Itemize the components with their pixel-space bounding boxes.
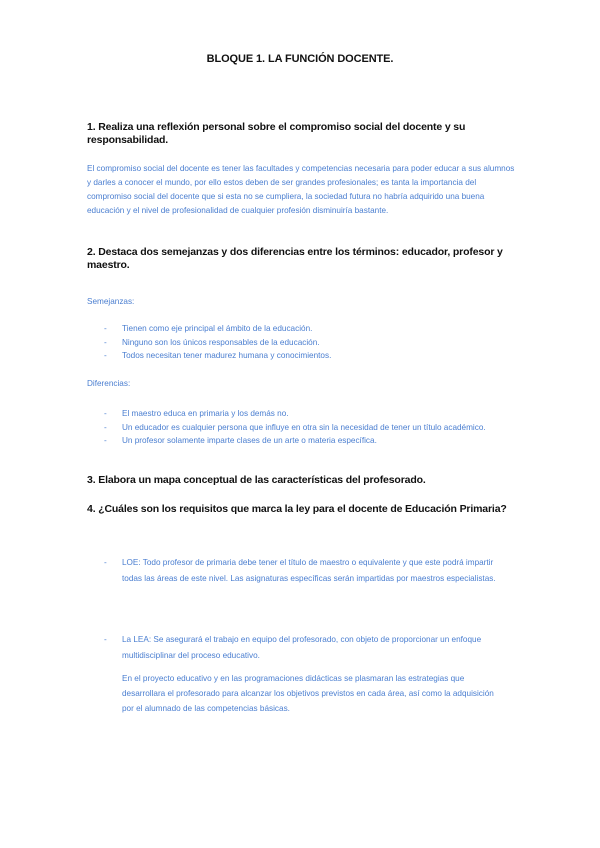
- list-item-text: LOE: Todo profesor de primaria debe tener el título de maestro o equivalente y que este podrá impartir todas las áreas de este nivel. Las asignaturas específicas serán impartidas por maestros especialistas.: [122, 558, 496, 583]
- bullet-dash: -: [104, 324, 107, 333]
- bullet-dash: -: [104, 436, 107, 446]
- bullet-dash: -: [104, 351, 107, 361]
- question-1: 1. Realiza una reflexión personal sobre el compromiso social del docente y su responsabilidad.: [87, 121, 466, 146]
- question-2: 2. Destaca dos semejanzas y dos diferencias entre los términos: educador, profesor y maestro.: [87, 246, 503, 271]
- bullet-dash: -: [104, 422, 107, 432]
- bullet-dash: -: [104, 635, 107, 644]
- list-item: [87, 349, 507, 363]
- list-item: [87, 632, 507, 663]
- list-item: [87, 322, 507, 336]
- question-4: 4. ¿Cuáles son los requisitos que marca la ley para el docente de Educación Primaria?: [87, 503, 507, 515]
- list-item: [87, 336, 507, 350]
- lea-paragraph: En el proyecto educativo y en las programaciones didácticas se plasmaran las estrategias que desarrollara el profesorado para alcanzar los objetivos previstos en cada área, así como la adquisición por el alumnado de las competencias básicas.: [122, 674, 494, 713]
- list-item-text: La LEA: Se asegurará el trabajo en equipo del profesorado, con objeto de proporcionar un enfoque multidisciplinar del proceso educativo.: [122, 635, 482, 660]
- answer-1: El compromiso social del docente es tener las facultades y competencias necesaria para poder educar a sus alumnos y darles a conocer el mundo, por ello estos deben de ser grandes profesionales; es tanta la importancia del compromiso social del docente que si esta no se cumpliera, la sociedad futura no habría adquirido una buena educación y el nivel de profesionalidad de cualquier profesión disminuiría bastante.: [87, 164, 515, 215]
- bullet-dash: -: [104, 558, 107, 567]
- question-3: 3. Elabora un mapa conceptual de las características del profesorado.: [87, 474, 426, 486]
- bullet-dash: -: [104, 409, 107, 418]
- semejanzas-list: [87, 322, 507, 363]
- requisitos-lea-list: [87, 632, 507, 663]
- list-item-text: Un educador es cualquier persona que influye en otra sin la necesidad de tener un título académico.: [122, 422, 486, 432]
- semejanzas-label: Semejanzas:: [87, 297, 135, 306]
- list-item: [87, 555, 507, 586]
- list-item-text: Ninguno son los únicos responsables de la educación.: [122, 337, 320, 347]
- list-item-text: El maestro educa en primaria y los demás no.: [122, 409, 289, 418]
- diferencias-list: [87, 407, 507, 448]
- document-title: BLOQUE 1. LA FUNCIÓN DOCENTE.: [206, 53, 394, 65]
- requisitos-loe-list: [87, 555, 507, 586]
- diferencias-label: Diferencias:: [87, 379, 131, 388]
- list-item: [87, 421, 507, 435]
- list-item-text: Todos necesitan tener madurez humana y conocimientos.: [122, 351, 332, 361]
- list-item-text: Un profesor solamente imparte clases de un arte o materia específica.: [122, 436, 377, 446]
- bullet-dash: -: [104, 337, 107, 347]
- list-item-text: Tienen como eje principal el ámbito de la educación.: [122, 324, 313, 333]
- list-item: [87, 407, 507, 421]
- list-item: [87, 434, 507, 448]
